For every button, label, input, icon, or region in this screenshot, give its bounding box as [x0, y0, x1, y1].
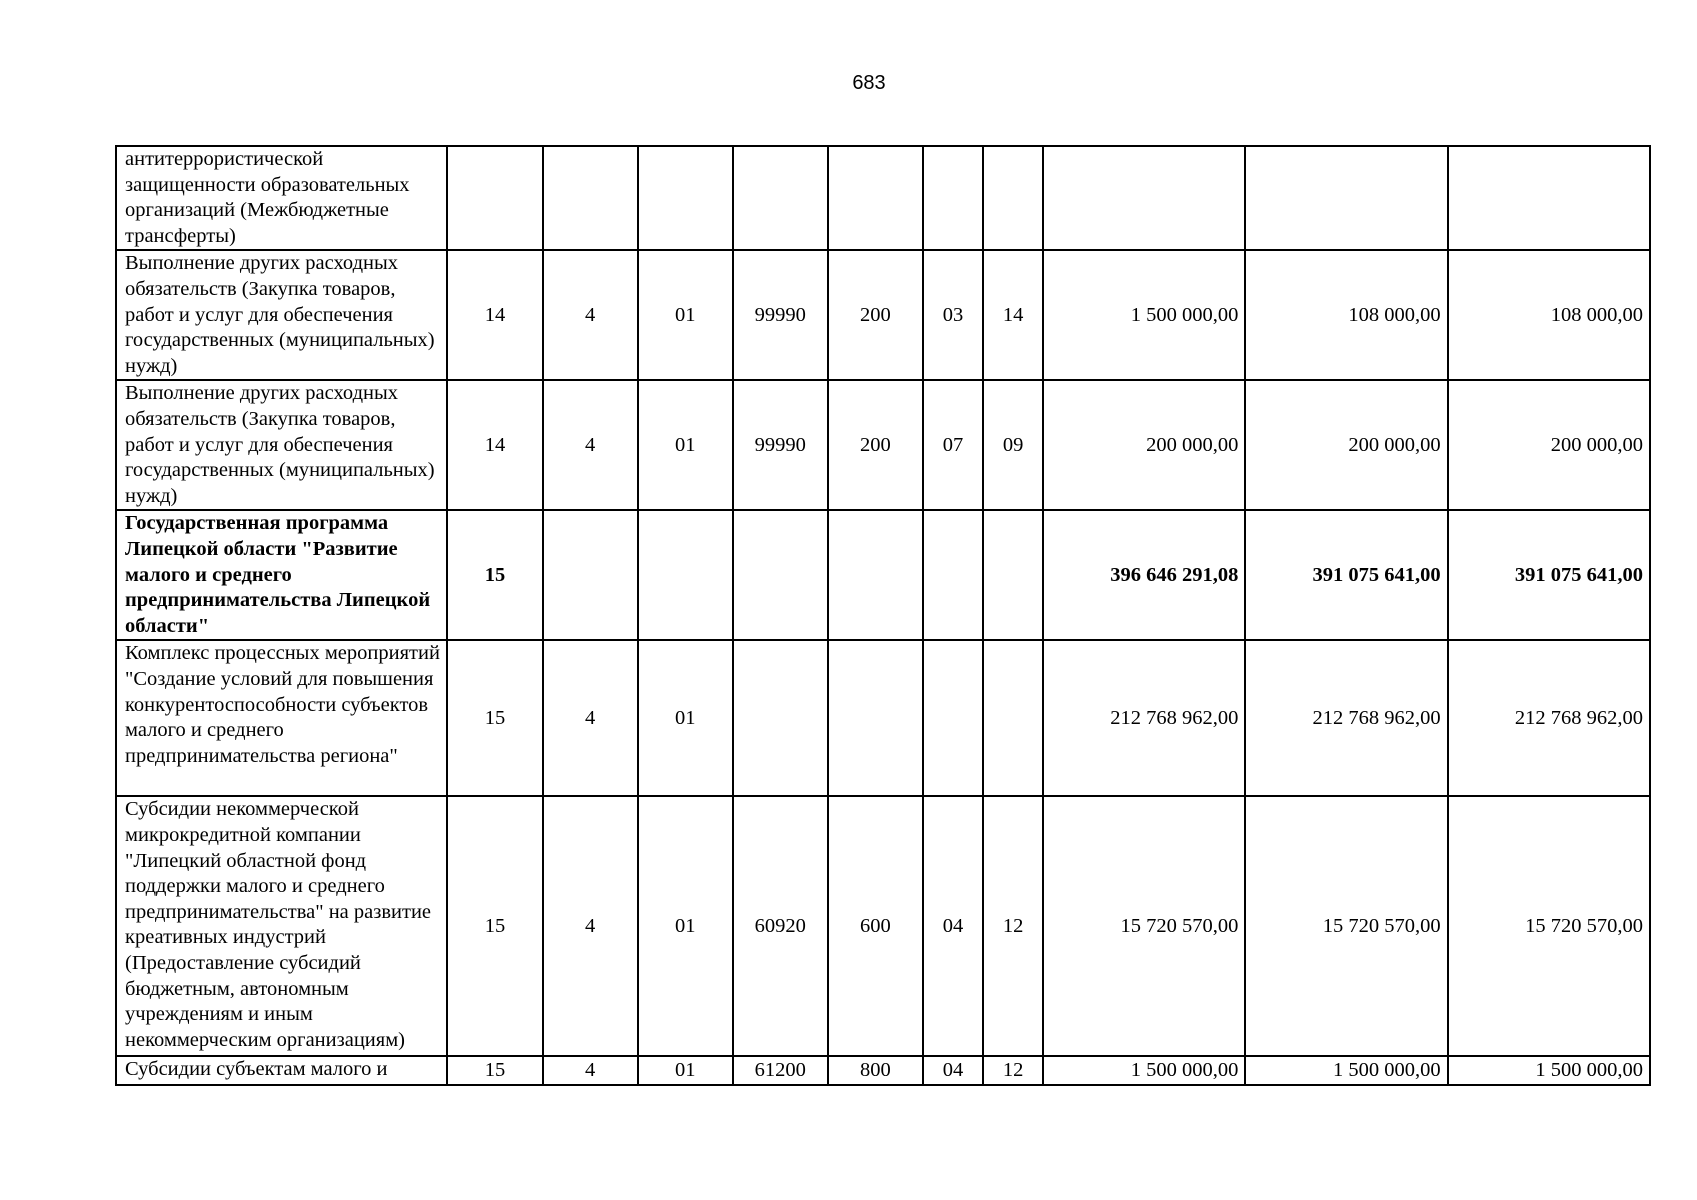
code-section: 03	[923, 250, 983, 380]
code-expense-type	[828, 146, 923, 250]
amount-year-2: 391 075 641,00	[1245, 510, 1447, 640]
row-name: Комплекс процессных мероприятий "Создание условий для повышения конкурентоспособности субъектов малого и среднего предпринимательства региона"	[116, 640, 447, 796]
code-subsection: 14	[983, 250, 1043, 380]
code-type: 4	[543, 1056, 638, 1085]
code-section	[923, 510, 983, 640]
amount-year-2: 15 720 570,00	[1245, 796, 1447, 1056]
row-name: Субсидии некоммерческой микрокредитной компании "Липецкий областной фонд поддержки малого и среднего предпринимательства" на развитие креативных индустрий (Предоставление субсидий бюджетным, автономным учреждениям и иным некоммерческим организациям)	[116, 796, 447, 1056]
amount-year-2: 108 000,00	[1245, 250, 1447, 380]
row-name: антитеррористической защищенности образовательных организаций (Межбюджетные трансферты)	[116, 146, 447, 250]
table-row	[116, 146, 1650, 250]
amount-year-1: 396 646 291,08	[1043, 510, 1245, 640]
amount-year-3: 212 768 962,00	[1448, 640, 1650, 796]
amount-year-2: 200 000,00	[1245, 380, 1447, 510]
code-direction: 61200	[733, 1056, 828, 1085]
code-direction	[733, 640, 828, 796]
code-expense-type: 600	[828, 796, 923, 1056]
table-row	[116, 380, 1650, 510]
code-section	[923, 146, 983, 250]
table-row	[116, 250, 1650, 380]
amount-year-2: 1 500 000,00	[1245, 1056, 1447, 1085]
code-program: 15	[447, 1056, 542, 1085]
code-expense-type	[828, 510, 923, 640]
code-element: 01	[638, 640, 733, 796]
amount-year-3: 200 000,00	[1448, 380, 1650, 510]
code-element	[638, 146, 733, 250]
code-type: 4	[543, 380, 638, 510]
code-type	[543, 510, 638, 640]
code-type: 4	[543, 796, 638, 1056]
code-direction: 99990	[733, 250, 828, 380]
code-element: 01	[638, 1056, 733, 1085]
amount-year-3: 1 500 000,00	[1448, 1056, 1650, 1085]
code-section: 04	[923, 1056, 983, 1085]
code-direction: 60920	[733, 796, 828, 1056]
code-section: 07	[923, 380, 983, 510]
amount-year-1: 1 500 000,00	[1043, 1056, 1245, 1085]
code-expense-type: 800	[828, 1056, 923, 1085]
row-name: Субсидии субъектам малого и	[116, 1056, 447, 1085]
amount-year-1: 212 768 962,00	[1043, 640, 1245, 796]
page-number: 683	[852, 72, 886, 94]
table-body	[116, 146, 1650, 1085]
amount-year-3: 108 000,00	[1448, 250, 1650, 380]
code-expense-type: 200	[828, 380, 923, 510]
code-subsection: 12	[983, 1056, 1043, 1085]
code-program	[447, 146, 542, 250]
code-element	[638, 510, 733, 640]
code-subsection: 09	[983, 380, 1043, 510]
code-direction	[733, 510, 828, 640]
code-program: 15	[447, 796, 542, 1056]
amount-year-2: 212 768 962,00	[1245, 640, 1447, 796]
amount-year-3: 15 720 570,00	[1448, 796, 1650, 1056]
amount-year-1	[1043, 146, 1245, 250]
amount-year-2	[1245, 146, 1447, 250]
code-subsection	[983, 146, 1043, 250]
code-subsection	[983, 510, 1043, 640]
code-program: 15	[447, 640, 542, 796]
table-row	[116, 1056, 1650, 1085]
amount-year-1: 15 720 570,00	[1043, 796, 1245, 1056]
code-program: 15	[447, 510, 542, 640]
code-program: 14	[447, 380, 542, 510]
code-type	[543, 146, 638, 250]
code-subsection	[983, 640, 1043, 796]
code-type: 4	[543, 250, 638, 380]
code-element: 01	[638, 796, 733, 1056]
table-row	[116, 796, 1650, 1056]
budget-table	[115, 145, 1651, 1086]
amount-year-3: 391 075 641,00	[1448, 510, 1650, 640]
code-program: 14	[447, 250, 542, 380]
code-element: 01	[638, 380, 733, 510]
amount-year-1: 200 000,00	[1043, 380, 1245, 510]
code-section: 04	[923, 796, 983, 1056]
code-direction	[733, 146, 828, 250]
table-row-program	[116, 510, 1650, 640]
amount-year-1: 1 500 000,00	[1043, 250, 1245, 380]
code-element: 01	[638, 250, 733, 380]
row-name: Выполнение других расходных обязательств (Закупка товаров, работ и услуг для обеспечения государственных (муниципальных) нужд)	[116, 250, 447, 380]
row-name: Выполнение других расходных обязательств (Закупка товаров, работ и услуг для обеспечения государственных (муниципальных) нужд)	[116, 380, 447, 510]
table-row	[116, 640, 1650, 796]
row-name: Государственная программа Липецкой области "Развитие малого и среднего предпринимательства Липецкой области"	[116, 510, 447, 640]
code-type: 4	[543, 640, 638, 796]
code-subsection: 12	[983, 796, 1043, 1056]
code-expense-type	[828, 640, 923, 796]
code-direction: 99990	[733, 380, 828, 510]
code-section	[923, 640, 983, 796]
amount-year-3	[1448, 146, 1650, 250]
code-expense-type: 200	[828, 250, 923, 380]
